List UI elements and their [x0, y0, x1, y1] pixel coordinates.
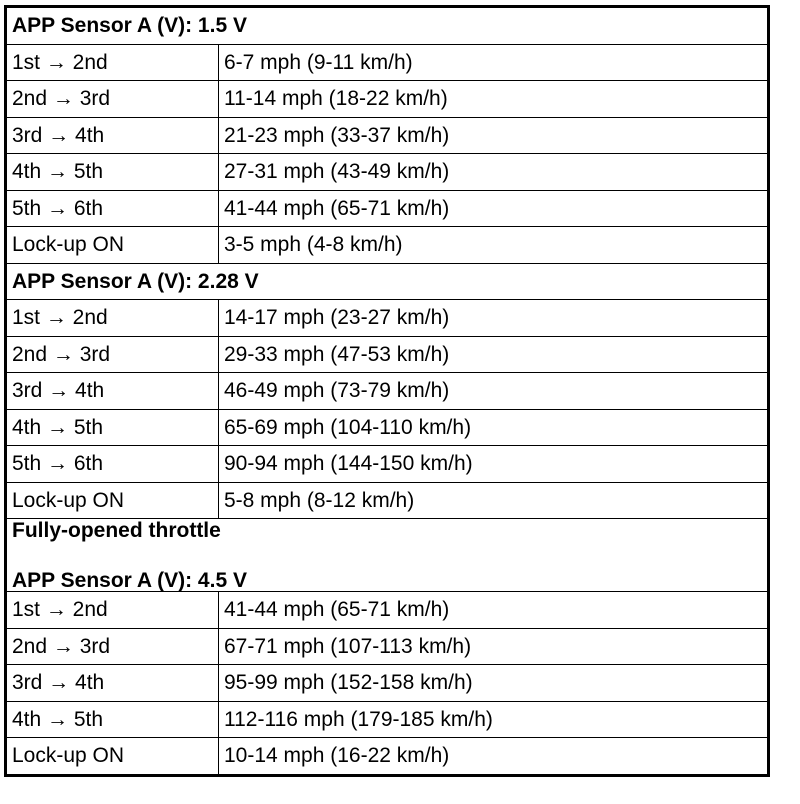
speed-cell: 11-14 mph (18-22 km/h) [219, 81, 769, 118]
table-row [6, 336, 769, 373]
speed-cell: 3-5 mph (4-8 km/h) [219, 227, 769, 264]
app-sensor-label: APP Sensor A (V): 1.5 V [12, 14, 247, 38]
table-row [6, 482, 769, 519]
shift-cell: 1st → 2nd [6, 592, 219, 629]
speed-cell: 41-44 mph (65-71 km/h) [219, 592, 769, 629]
app-sensor-label: APP Sensor A (V): 4.5 V [12, 568, 247, 592]
shift-cell: 3rd → 4th [6, 373, 219, 410]
shift-cell: 1st → 2nd [6, 44, 219, 81]
shift-cell: 5th → 6th [6, 190, 219, 227]
table-row [6, 373, 769, 410]
section-header [6, 519, 769, 592]
shift-cell: 3rd → 4th [6, 665, 219, 702]
table-row [6, 409, 769, 446]
table-row [6, 227, 769, 264]
table-row [6, 154, 769, 191]
shift-cell: 3rd → 4th [6, 117, 219, 154]
shift-speed-table [4, 5, 770, 777]
throttle-label: Fully-opened throttle [12, 518, 221, 542]
section-header-row [6, 519, 769, 592]
table-row [6, 81, 769, 118]
shift-cell: Lock-up ON [6, 738, 219, 776]
speed-cell: 67-71 mph (107-113 km/h) [219, 628, 769, 665]
table-row [6, 117, 769, 154]
app-sensor-label: APP Sensor A (V): 2.28 V [12, 269, 259, 293]
shift-cell: 1st → 2nd [6, 300, 219, 337]
speed-cell: 46-49 mph (73-79 km/h) [219, 373, 769, 410]
table-row [6, 628, 769, 665]
speed-cell: 6-7 mph (9-11 km/h) [219, 44, 769, 81]
shift-cell: 4th → 5th [6, 409, 219, 446]
shift-cell: 2nd → 3rd [6, 81, 219, 118]
shift-cell: 4th → 5th [6, 154, 219, 191]
table-row [6, 44, 769, 81]
shift-cell: Lock-up ON [6, 227, 219, 264]
shift-cell: 2nd → 3rd [6, 628, 219, 665]
speed-cell: 41-44 mph (65-71 km/h) [219, 190, 769, 227]
table-row [6, 190, 769, 227]
section-header-row [6, 7, 769, 45]
shift-cell: Lock-up ON [6, 482, 219, 519]
table-row [6, 300, 769, 337]
table-row [6, 592, 769, 629]
speed-cell: 14-17 mph (23-27 km/h) [219, 300, 769, 337]
section-header [6, 263, 769, 300]
table-row [6, 665, 769, 702]
speed-cell: 27-31 mph (43-49 km/h) [219, 154, 769, 191]
table-row [6, 701, 769, 738]
table-row [6, 738, 769, 776]
shift-cell: 5th → 6th [6, 446, 219, 483]
speed-cell: 95-99 mph (152-158 km/h) [219, 665, 769, 702]
speed-cell: 90-94 mph (144-150 km/h) [219, 446, 769, 483]
section-header-row [6, 263, 769, 300]
table-row [6, 446, 769, 483]
speed-cell: 29-33 mph (47-53 km/h) [219, 336, 769, 373]
shift-cell: 2nd → 3rd [6, 336, 219, 373]
speed-cell: 65-69 mph (104-110 km/h) [219, 409, 769, 446]
speed-cell: 10-14 mph (16-22 km/h) [219, 738, 769, 776]
speed-cell: 5-8 mph (8-12 km/h) [219, 482, 769, 519]
speed-cell: 112-116 mph (179-185 km/h) [219, 701, 769, 738]
section-header-gap [12, 541, 767, 570]
section-header [6, 7, 769, 45]
speed-cell: 21-23 mph (33-37 km/h) [219, 117, 769, 154]
shift-cell: 4th → 5th [6, 701, 219, 738]
